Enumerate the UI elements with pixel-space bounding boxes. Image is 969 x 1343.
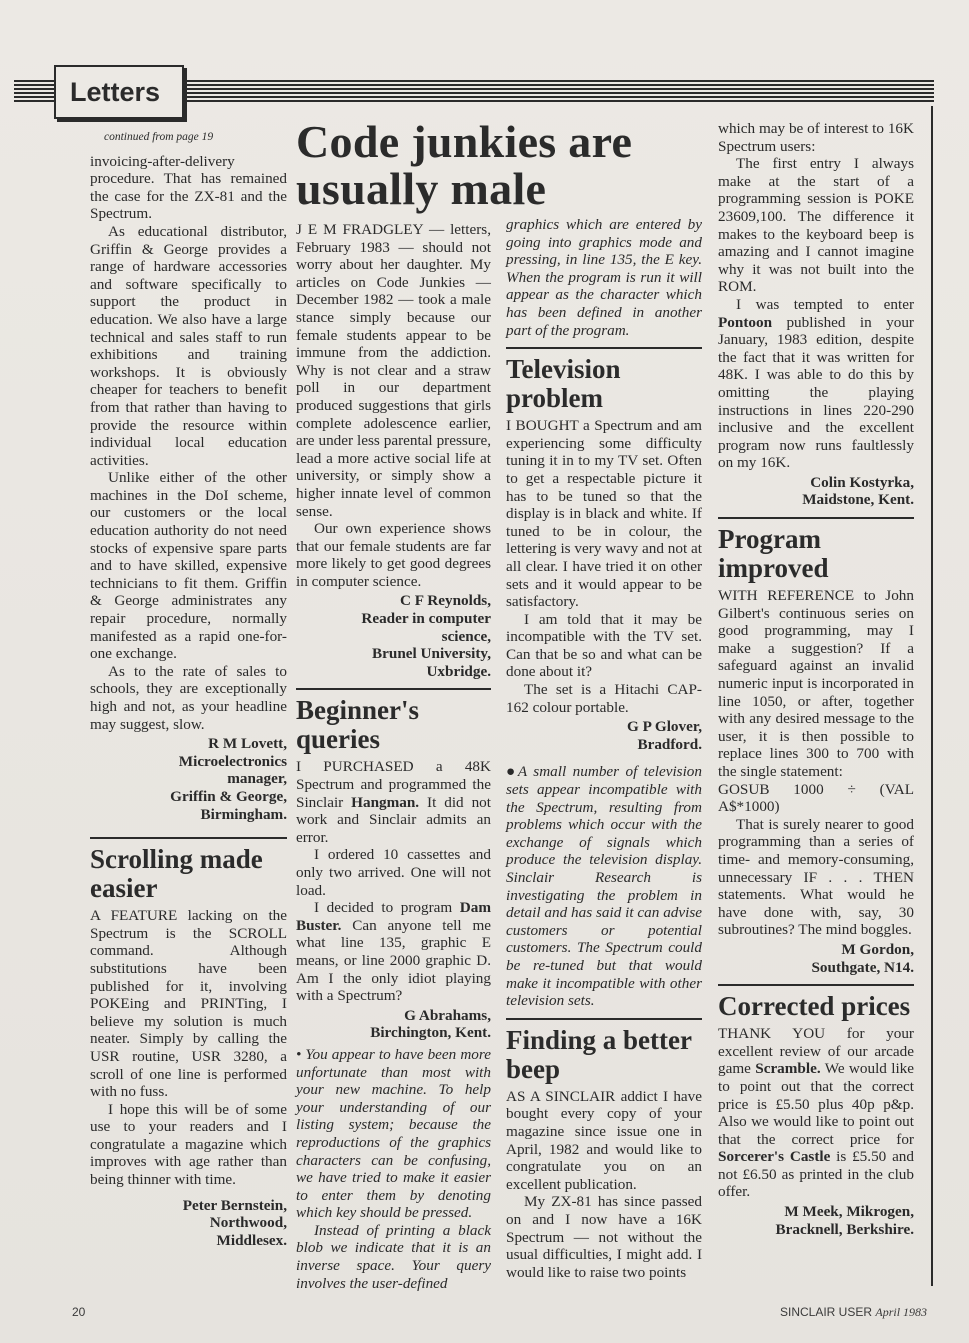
program-name: Pontoon: [718, 313, 773, 331]
divider: [90, 837, 287, 839]
editor-reply: Instead of printing a black blob we indicate that it is an inverse space. Your query involves the user-defined: [296, 1221, 491, 1292]
signature-line: C F Reynolds,: [400, 592, 491, 610]
signature-line: Middlesex.: [216, 1231, 287, 1249]
letter-signature: [718, 474, 914, 509]
letter-signature: [718, 1203, 914, 1238]
paragraph: [718, 1025, 914, 1201]
signature-line: Griffin & George,: [170, 787, 287, 805]
code-statement: GOSUB 1000 ÷ (VAL A$*1000): [718, 780, 914, 816]
column-4: [718, 120, 914, 1238]
program-name: Sorcerer's Castle: [718, 1148, 831, 1166]
paragraph: I hope this will be of some use to your readers and I congratulate a magazine which improves with age rather than being thinner with time.: [90, 1100, 287, 1189]
signature-line: science,: [441, 627, 491, 645]
signature-line: Reader in computer: [361, 610, 491, 628]
letter-signature: [506, 718, 702, 753]
editor-reply: graphics which are entered by going into graphics mode and pressing, in line 135, the E key. When the program is run it will appear as the character which has been defined in another part of the program.: [506, 216, 702, 339]
paragraph: As educational distributor, Griffin & George provides a range of hardware accessories and software specifically to support the product in education. We also have a large technical and sales staff to run exhibitions and training workshops. It is obviously cheaper for teachers to benefit from that rather than having to provide the resource within individual local education activities.: [90, 222, 287, 469]
paragraph: J E M FRADGLEY — letters, February 1983 — should not worry about her daughter. My articles on Code Junkies — December 1982 — took a male stance simply because our female students appear to be immune from the addiction. Why is not clear and a straw poll in our department produced suggestions that girls complete adolescence earlier, are under less parental pressure, lead a more active social life at university, or simply show a higher innate level of common sense.: [296, 221, 491, 520]
paragraph: A FEATURE lacking on the Spectrum is the SCROLL command. Although substitutions have been published for it, involving POKEing and PRINTing, I believe my solution is much neater. Simply by calling the USR routine, USR 3280, a scroll of one line is performed with no fuss.: [90, 907, 287, 1101]
divider: [718, 984, 914, 986]
header-stripes-left: [14, 80, 54, 102]
letter-signature: [90, 735, 287, 823]
main-headline: Code junkies are usually male: [296, 116, 633, 214]
section-label-box: [54, 65, 184, 119]
divider: [506, 1018, 702, 1020]
paragraph: Our own experience shows that our female students are far more likely to get good degrees in computer science.: [296, 520, 491, 590]
section-header: [14, 76, 934, 106]
text-run: I decided to program: [314, 899, 460, 917]
signature-line: Southgate, N14.: [811, 958, 914, 976]
letter-heading: Program improved: [718, 524, 829, 584]
letter-heading: Television problem: [506, 354, 621, 414]
text-run: Can anyone tell me what line 135, graphic E means, or line 2000 graphic D. Am I the only idiot playing with a Spectrum?: [296, 916, 491, 1005]
paragraph: As to the rate of sales to schools, they are exceptionally high and not, as your headline may suggest, slow.: [90, 662, 287, 733]
text-run: I PURCHASED a 48K Spectrum and programmed the Sinclair: [296, 758, 491, 811]
signature-line: Microelectronics: [178, 752, 287, 770]
signature-line: Brunel University,: [372, 645, 491, 663]
paragraph: [718, 296, 914, 472]
signature-line: R M Lovett,: [208, 735, 287, 753]
letter-signature: [296, 592, 491, 680]
paragraph: which may be of interest to 16K Spectrum users:: [718, 120, 914, 155]
signature-line: Peter Bernstein,: [182, 1196, 287, 1214]
column-3: [506, 216, 702, 1281]
issue-date: April 1983: [875, 1305, 928, 1319]
letter-signature: [90, 1197, 287, 1250]
paragraph: WITH REFERENCE to John Gilbert's continuous series on good programming, may I make a suggestion? If a safeguard against an invalid numeric input is incorporated in line 1050, or after, together with any desired message to the user, it is then possible to replace lines 300 to 700 with the single statement:: [718, 587, 914, 780]
paragraph: [296, 758, 491, 846]
paragraph: Unlike either of the other machines in the DoI scheme, our customers or the local education authority do not need stocks of expensive spare parts and to have skilled, expensive technicians to fit them. Griffin & George administrates any repair procedure, normally manifested as a rapid one-for-one exchange.: [90, 469, 287, 663]
signature-line: G P Glover,: [627, 718, 702, 736]
divider: [718, 517, 914, 519]
signature-line: M Gordon,: [841, 940, 914, 958]
signature-line: Birchington, Kent.: [370, 1024, 491, 1042]
signature-line: Uxbridge.: [426, 662, 491, 680]
text-run: It did not work and Sinclair admits an error.: [296, 793, 491, 846]
running-footer: [780, 1305, 927, 1320]
signature-line: Birmingham.: [200, 805, 287, 823]
paragraph: [296, 899, 491, 1005]
column-1: [90, 129, 287, 1249]
signature-line: M Meek, Mikrogen,: [784, 1203, 914, 1221]
editor-reply: • You appear to have been more unfortunate than most with your new machine. To help your understanding of our listing system; because the reproductions of the graphics characters can be confusing, we have tried to make it easier to enter them by denoting which key should be pressed.: [296, 1045, 491, 1222]
text-run: We would like to point out that the correct price is £5.50 plus 40p p&p. Also we would like to point out that the correct price for: [718, 1060, 915, 1148]
paragraph: I BOUGHT a Spectrum and am experiencing some difficulty tuning it in to my TV set. Often to get a respectable picture it has to be tuned so that the display is in black and white. If tuned to be in colour, the lettering is very wavy and not at all clear. I have tried it on other sets and it would appear to be satisfactory.: [506, 417, 702, 611]
program-name: Dam Buster.: [296, 899, 491, 934]
signature-line: Northwood,: [209, 1214, 287, 1232]
program-name: Scramble.: [755, 1060, 821, 1078]
text-run: I was tempted to enter: [736, 295, 914, 313]
signature-line: Bradford.: [637, 735, 702, 753]
letter-signature: [718, 941, 914, 976]
paragraph: The set is a Hitachi CAP-162 colour portable.: [506, 681, 702, 716]
program-name: Hangman.: [351, 793, 420, 811]
letter-heading: Beginner's queries: [296, 695, 420, 755]
magazine-name: SINCLAIR USER: [780, 1305, 873, 1319]
signature-line: Maidstone, Kent.: [802, 491, 914, 509]
signature-line: Bracknell, Berkshire.: [775, 1220, 914, 1238]
page-number: 20: [72, 1305, 86, 1319]
paragraph: I ordered 10 cassettes and only two arrived. One will not load.: [296, 846, 491, 899]
signature-line: G Abrahams,: [404, 1006, 491, 1024]
letter-signature: [296, 1007, 491, 1042]
paragraph: The first entry I always make at the start of a programming session is POKE 23609,100. The difference it makes to the keyboard beep is amazing and I cannot imagine why it was not built into the ROM.: [718, 155, 914, 296]
divider: [506, 347, 702, 349]
signature-line: Colin Kostyrka,: [810, 473, 914, 491]
paragraph: invoicing-after-delivery procedure. That has remained the case for the ZX-81 and the Spectrum.: [90, 152, 287, 223]
letter-heading: Scrolling made easier: [90, 844, 263, 904]
paragraph: My ZX-81 has since passed on and I now have a 16K Spectrum — not without the usual difficulties, I might add. I would like to raise two points: [506, 1193, 702, 1281]
header-stripes-right: [186, 80, 934, 102]
continued-note: continued from page 19: [104, 131, 214, 143]
text-run: THANK YOU for your excellent review of our arcade game: [718, 1025, 914, 1078]
page-frame-rule: [931, 106, 933, 1286]
column-2: [296, 221, 491, 1292]
divider: [296, 688, 491, 690]
editor-reply: ●A small number of television sets appear incompatible with the Spectrum, resulting from problems which occur with the exchange of signals which produce the television display. Sinclair Research is investigating the problem in detail and has said it can advise customers or potential customers. The Spectrum could be re-tuned but that would make it incompatible with other television sets.: [506, 763, 702, 1010]
section-label: Letters: [70, 77, 161, 107]
paragraph: AS A SINCLAIR addict I have bought every copy of your magazine since issue one in April, 1982 and would like to congratulate you on an excellent publication.: [506, 1087, 702, 1193]
letter-heading: Corrected prices: [718, 991, 911, 1022]
letter-heading: Finding a better beep: [506, 1024, 692, 1084]
text-run: published in your January, 1983 edition, despite the fact that it was written for 48K. I was able to do this by omitting the playing instructions in lines 220-290 inclusive and the excellent program now runs faultlessly on my 16K.: [718, 313, 914, 472]
signature-line: manager,: [227, 770, 287, 788]
paragraph: I am told that it may be incompatible with the TV set. Can that be so and what can be done about it?: [506, 610, 702, 681]
text-run: is £5.50 and not £6.50 as printed in the club offer.: [718, 1148, 914, 1201]
paragraph: That is surely nearer to good programming than a series of time- and memory-consuming, unnecessary IF . . . THEN statements. What would he have done with, say, 30 subroutines? The mind boggles.: [718, 815, 914, 939]
